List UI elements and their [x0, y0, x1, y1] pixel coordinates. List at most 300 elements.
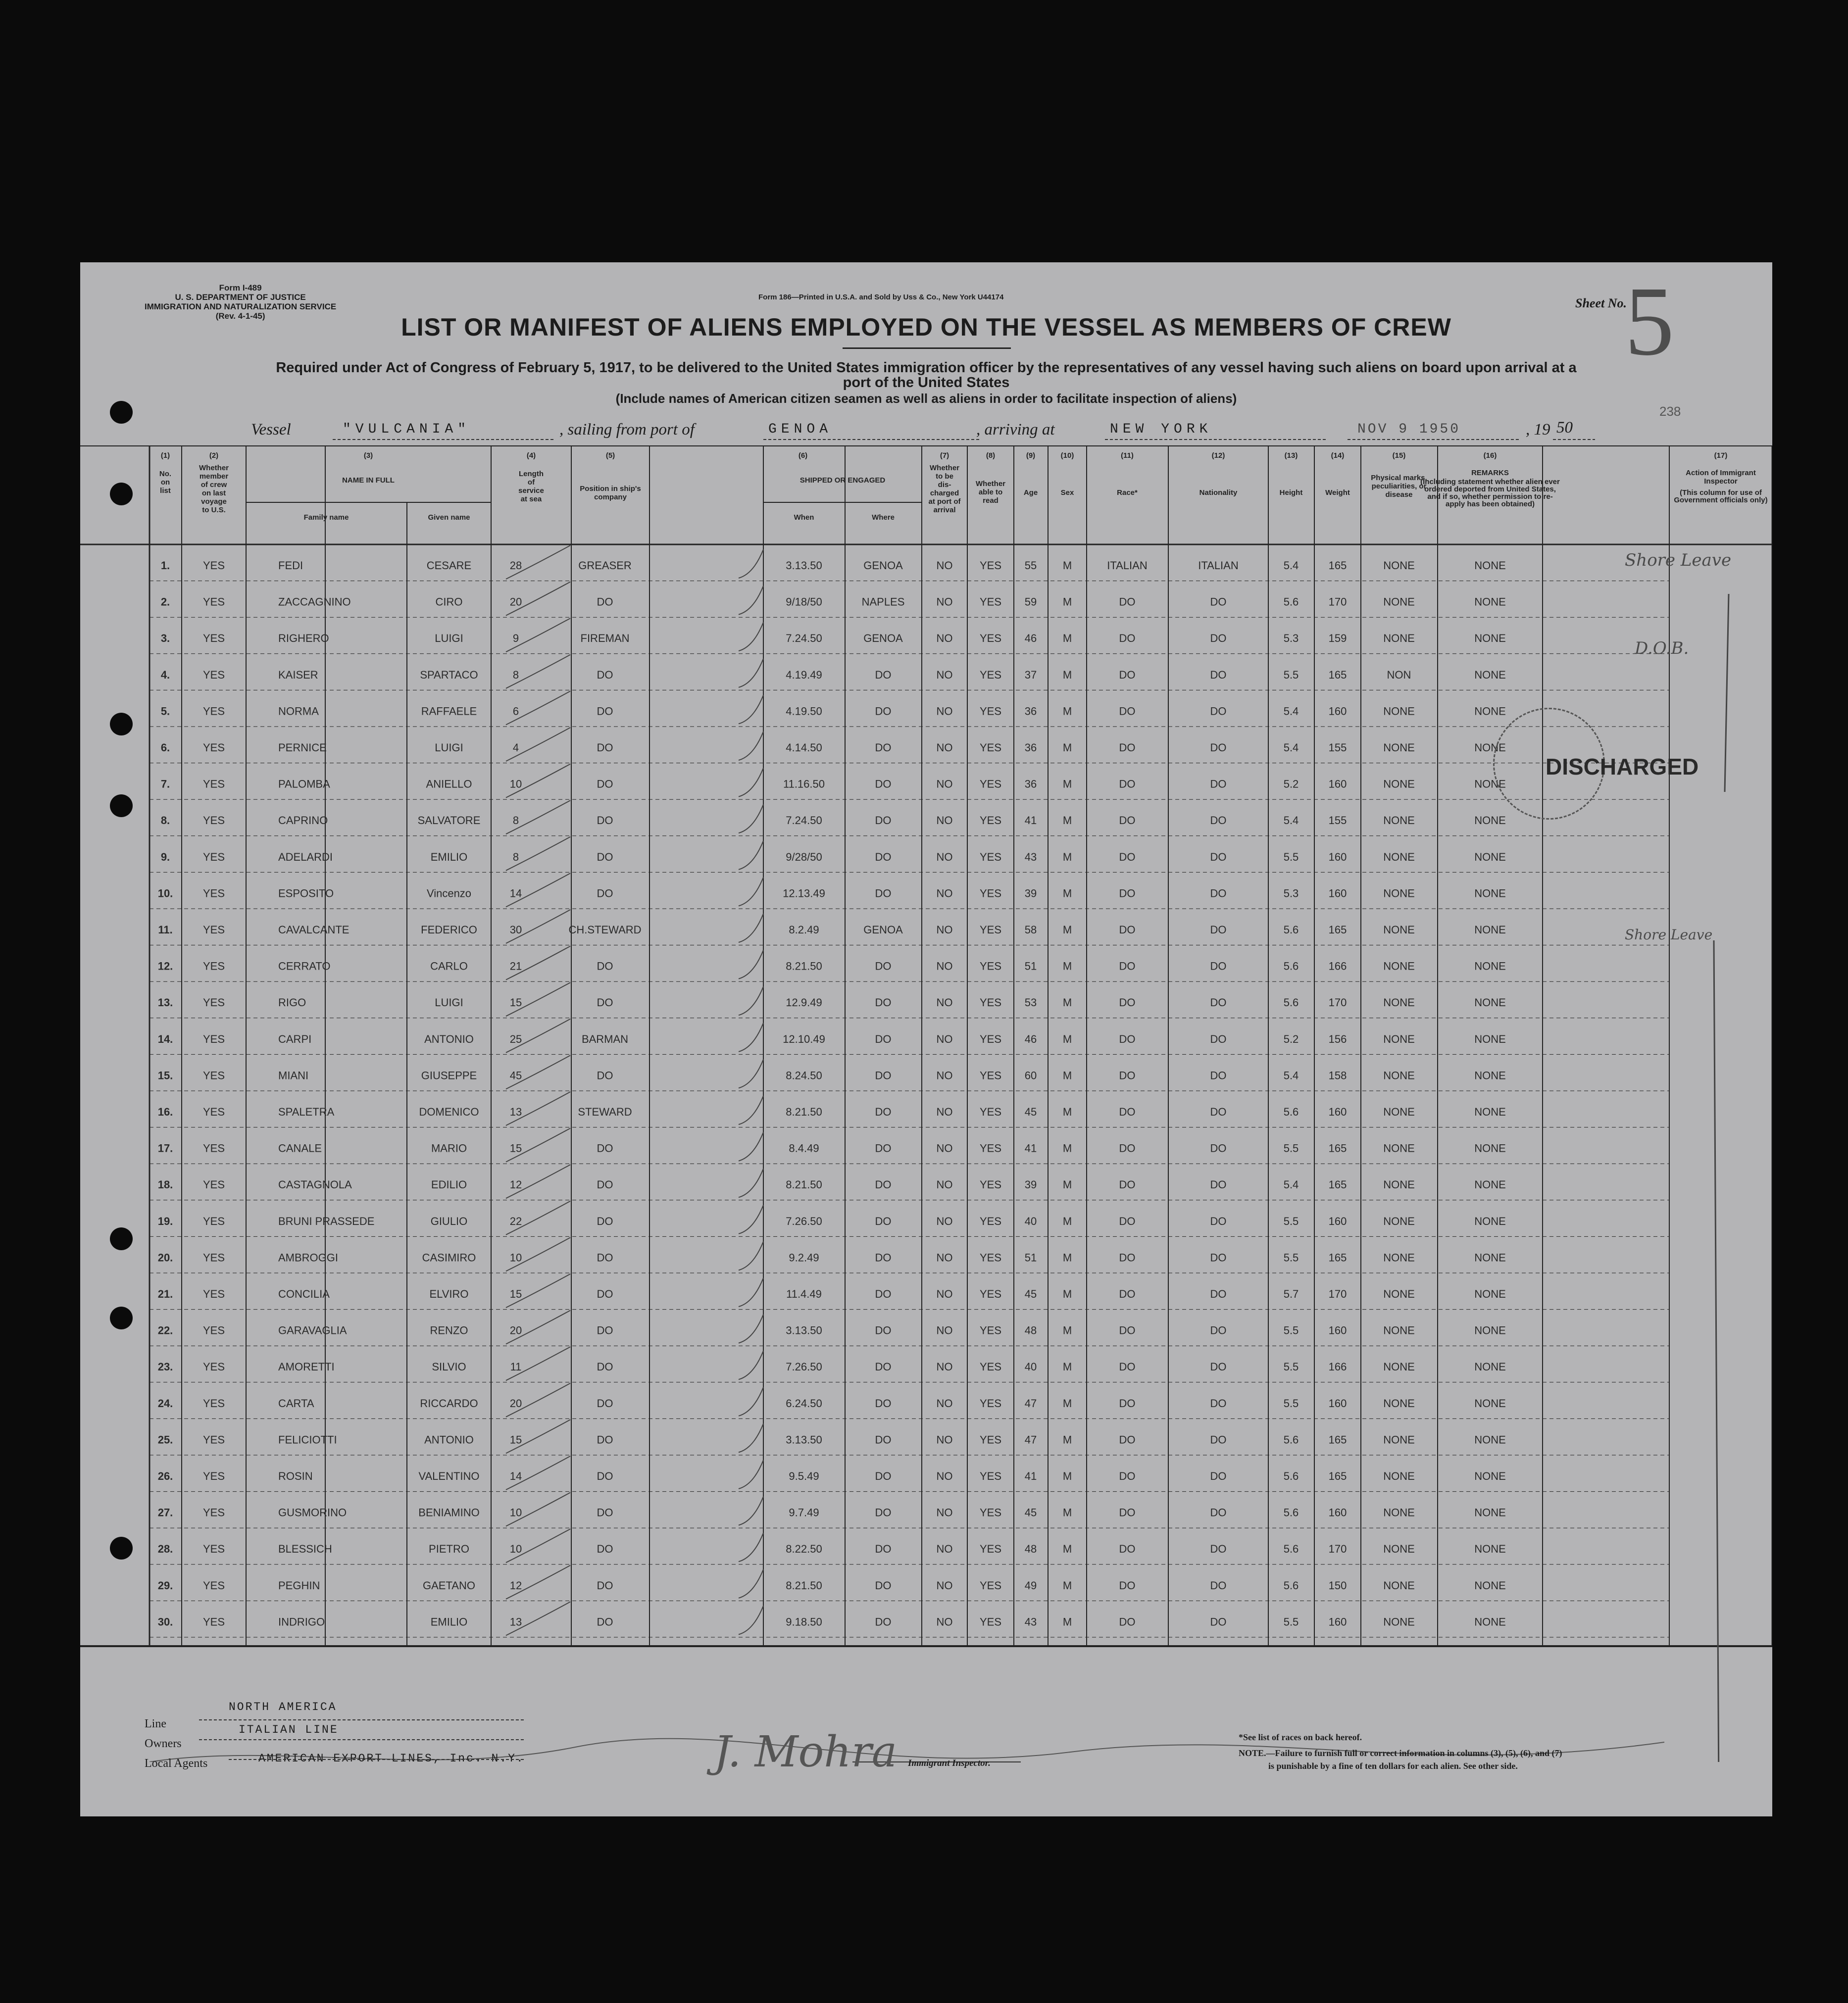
year-label: , 19: [1526, 421, 1550, 439]
table-cell: NO: [936, 960, 953, 973]
table-cell: 15: [509, 1433, 522, 1446]
table-cell: NONE: [1383, 887, 1415, 900]
table-cell: 5.6: [1283, 1470, 1299, 1482]
table-cell: 5.5: [1283, 1397, 1299, 1410]
header-able-to-read: read: [983, 496, 999, 505]
column-number: (1): [160, 451, 170, 460]
table-cell: NONE: [1474, 1215, 1506, 1227]
table-cell: 10: [509, 778, 522, 790]
table-cell: 49: [1024, 1579, 1037, 1592]
table-cell: 13: [509, 1106, 522, 1118]
check-stroke: [739, 1569, 763, 1598]
table-cell: YES: [202, 924, 225, 936]
table-row: [158, 1324, 1506, 1337]
table-cell: NONE: [1474, 1615, 1506, 1628]
check-stroke: [739, 1606, 763, 1634]
table-cell: INDRIGO: [278, 1615, 325, 1628]
owners-value: ITALIAN LINE: [239, 1723, 339, 1736]
table-cell: 30: [509, 924, 522, 936]
table-cell: AMBROGGI: [278, 1251, 339, 1264]
table-cell: DO: [1210, 1251, 1227, 1264]
punch-hole: [110, 1227, 133, 1250]
table-cell: 15: [509, 1142, 522, 1155]
table-cell: 165: [1328, 1433, 1347, 1446]
table-cell: CERRATO: [278, 960, 331, 973]
handwritten-note-2: D.O.B.: [1635, 638, 1689, 658]
table-cell: NONE: [1474, 1251, 1506, 1264]
table-row: [158, 1361, 1506, 1373]
table-cell: DO: [1210, 814, 1227, 827]
table-cell: NO: [936, 996, 953, 1009]
table-cell: 160: [1328, 887, 1347, 900]
table-cell: NONE: [1474, 705, 1506, 718]
sailing-label: , sailing from port of: [559, 421, 695, 439]
table-cell: DO: [875, 1032, 892, 1045]
table-cell: DO: [1119, 1579, 1136, 1592]
table-cell: NO: [936, 1579, 953, 1592]
table-cell: YES: [202, 1178, 225, 1191]
table-row: [158, 1615, 1506, 1628]
table-cell: 60: [1024, 1069, 1037, 1082]
table-cell: 8.21.50: [786, 960, 822, 973]
table-cell: YES: [202, 1142, 225, 1155]
table-cell: 3.: [160, 632, 170, 645]
table-cell: DO: [875, 1543, 892, 1556]
table-cell: VALENTINO: [418, 1470, 480, 1482]
table-cell: DO: [875, 1470, 892, 1482]
check-stroke: [739, 549, 763, 578]
table-cell: M: [1062, 1361, 1072, 1373]
header-physical-marks: disease: [1385, 490, 1413, 499]
table-cell: 5.4: [1283, 705, 1299, 718]
table-cell: 46: [1024, 632, 1037, 645]
table-cell: NO: [936, 1106, 953, 1118]
table-cell: NONE: [1474, 1579, 1506, 1592]
table-cell: 155: [1328, 814, 1347, 827]
table-cell: 43: [1024, 1615, 1037, 1628]
table-cell: DO: [1210, 1615, 1227, 1628]
table-cell: NONE: [1474, 1506, 1506, 1519]
table-cell: 6.: [160, 741, 170, 754]
table-cell: PEGHIN: [278, 1579, 320, 1592]
table-cell: NONE: [1383, 1251, 1415, 1264]
table-cell: NONE: [1383, 960, 1415, 973]
table-row: [158, 924, 1505, 936]
table-cell: 165: [1328, 1142, 1347, 1155]
table-cell: ZACCAGNINO: [278, 595, 351, 608]
table-cell: NONE: [1474, 632, 1506, 645]
table-cell: FEDERICO: [421, 924, 477, 936]
table-cell: YES: [979, 741, 1002, 754]
table-cell: NONE: [1383, 778, 1415, 790]
table-cell: YES: [202, 1506, 225, 1519]
table-cell: DO: [597, 1178, 613, 1191]
table-cell: YES: [979, 1397, 1002, 1410]
table-cell: 160: [1328, 1615, 1347, 1628]
table-cell: 5.4: [1283, 1069, 1299, 1082]
check-stroke: [739, 914, 763, 942]
table-cell: 5.6: [1283, 924, 1299, 936]
table-cell: DO: [1210, 1215, 1227, 1227]
table-cell: 30.: [157, 1615, 173, 1628]
table-cell: 5.5: [1283, 1324, 1299, 1337]
table-cell: YES: [979, 632, 1002, 645]
table-cell: PERNICE: [278, 741, 327, 754]
table-cell: 5.6: [1283, 996, 1299, 1009]
table-cell: DO: [875, 705, 892, 718]
table-cell: NONE: [1474, 960, 1506, 973]
table-cell: DO: [875, 960, 892, 973]
races-note: *See list of races on back hereof.: [1239, 1732, 1362, 1742]
column-number: (16): [1483, 451, 1497, 460]
table-cell: YES: [979, 1361, 1002, 1373]
check-stroke: [739, 1278, 763, 1307]
table-cell: DO: [1119, 1251, 1136, 1264]
check-stroke: [739, 659, 763, 687]
handwritten-note-3: Shore Leave: [1625, 927, 1713, 943]
column-number: (17): [1714, 451, 1728, 460]
table-cell: 9/28/50: [786, 850, 822, 863]
table-cell: YES: [979, 1178, 1002, 1191]
table-cell: 170: [1328, 1543, 1347, 1556]
table-cell: 15: [509, 996, 522, 1009]
table-cell: NONE: [1474, 1324, 1506, 1337]
header-member-of-crew: of crew: [200, 481, 227, 489]
table-cell: YES: [202, 1032, 225, 1045]
vessel-line-rules: [80, 262, 1772, 450]
table-cell: DO: [597, 595, 613, 608]
table-cell: 12.10.49: [783, 1032, 825, 1045]
table-cell: DO: [1119, 1397, 1136, 1410]
table-cell: 5.5: [1283, 1615, 1299, 1628]
table-cell: CESARE: [426, 559, 472, 572]
table-cell: 165: [1328, 1178, 1347, 1191]
header-physical-marks: peculiarities, or: [1371, 482, 1427, 490]
table-cell: NO: [936, 1069, 953, 1082]
check-stroke: [739, 877, 763, 906]
table-cell: NONE: [1474, 1288, 1506, 1300]
table-cell: YES: [979, 668, 1002, 681]
table-cell: 11.: [158, 924, 173, 936]
table-cell: 6: [512, 705, 519, 718]
column-number: (7): [940, 451, 949, 460]
table-cell: NO: [936, 778, 953, 790]
table-cell: DO: [597, 668, 613, 681]
table-cell: 11.16.50: [783, 778, 825, 790]
table-cell: NO: [936, 1032, 953, 1045]
table-cell: DO: [1210, 778, 1227, 790]
table-cell: 8: [512, 814, 519, 827]
table-cell: DO: [1210, 1106, 1227, 1118]
table-cell: 5.6: [1283, 1543, 1299, 1556]
column-number: (14): [1331, 451, 1345, 460]
table-cell: 170: [1328, 996, 1347, 1009]
check-stroke: [739, 1423, 763, 1452]
table-cell: YES: [202, 1324, 225, 1337]
table-cell: 160: [1328, 778, 1347, 790]
table-row: [158, 1251, 1506, 1264]
penalty-note-2: is punishable by a fine of ten dollars for each alien. See other side.: [1268, 1761, 1518, 1771]
table-cell: DO: [1119, 1361, 1136, 1373]
table-cell: M: [1062, 1251, 1072, 1264]
table-cell: M: [1062, 924, 1072, 936]
table-cell: 156: [1328, 1032, 1347, 1045]
vessel-label: Vessel: [251, 421, 291, 439]
table-cell: M: [1062, 1215, 1072, 1227]
table-cell: 45: [509, 1069, 522, 1082]
table-cell: 8.2.49: [789, 924, 819, 936]
table-cell: DO: [875, 1324, 892, 1337]
table-cell: NONE: [1383, 1506, 1415, 1519]
table-cell: 12: [509, 1178, 522, 1191]
printer-line: Form 186—Printed in U.S.A. and Sold by Uss & Co., New York U44174: [758, 293, 1004, 301]
table-cell: 5.4: [1283, 559, 1299, 572]
table-cell: DO: [1210, 741, 1227, 754]
header-no-on-list: No.: [159, 470, 172, 478]
manifest-sheet: [80, 262, 1772, 1816]
table-cell: DO: [1119, 741, 1136, 754]
table-cell: 46: [1024, 1032, 1037, 1045]
table-cell: 41: [1024, 1470, 1037, 1482]
table-cell: M: [1062, 1069, 1072, 1082]
table-cell: GENOA: [863, 559, 903, 572]
table-cell: DO: [875, 1215, 892, 1227]
table-cell: NONE: [1474, 887, 1506, 900]
table-row: [158, 1579, 1506, 1592]
table-cell: 7.26.50: [786, 1361, 822, 1373]
table-cell: NO: [936, 595, 953, 608]
table-cell: 166: [1328, 1361, 1347, 1373]
table-cell: LUIGI: [435, 996, 463, 1009]
table-cell: CASIMIRO: [422, 1251, 476, 1264]
table-cell: EMILIO: [430, 850, 468, 863]
table-cell: M: [1062, 778, 1072, 790]
table-cell: RIGO: [278, 996, 306, 1009]
table-cell: YES: [979, 1324, 1002, 1337]
table-cell: NONE: [1474, 595, 1506, 608]
table-cell: DO: [1210, 1397, 1227, 1410]
table-cell: 5.6: [1283, 1433, 1299, 1446]
table-cell: MIANI: [278, 1069, 309, 1082]
table-cell: YES: [202, 1288, 225, 1300]
table-cell: DO: [875, 668, 892, 681]
table-row: [158, 1288, 1506, 1300]
table-cell: 18.: [157, 1178, 173, 1191]
table-cell: DO: [1210, 1324, 1227, 1337]
sheet-label: Sheet No.: [1575, 296, 1627, 310]
table-cell: NONE: [1383, 1579, 1415, 1592]
column-number: (15): [1392, 451, 1406, 460]
table-cell: NO: [936, 1433, 953, 1446]
table-cell: 12: [509, 1579, 522, 1592]
table-cell: FELICIOTTI: [278, 1433, 337, 1446]
table-cell: YES: [202, 1106, 225, 1118]
table-cell: 20: [509, 595, 522, 608]
table-cell: LUIGI: [435, 741, 463, 754]
table-cell: FEDI: [278, 559, 303, 572]
table-cell: 11.4.49: [786, 1288, 822, 1300]
table-cell: NONE: [1474, 1543, 1506, 1556]
header-action: Action of Immigrant: [1686, 469, 1756, 477]
table-cell: DO: [1119, 595, 1136, 608]
table-cell: M: [1062, 1506, 1072, 1519]
table-cell: M: [1062, 595, 1072, 608]
table-cell: YES: [202, 595, 225, 608]
header-length-of-service: of: [527, 478, 535, 487]
table-cell: 45: [1024, 1506, 1037, 1519]
table-row: [158, 887, 1506, 899]
table-cell: M: [1062, 705, 1072, 718]
table-cell: DOMENICO: [419, 1106, 479, 1118]
table-cell: PALOMBA: [278, 778, 330, 790]
table-cell: YES: [979, 1251, 1002, 1264]
table-cell: 165: [1328, 1251, 1347, 1264]
table-cell: 21.: [157, 1288, 173, 1300]
header-remarks-note: and if so, whether permission to re-: [1427, 492, 1553, 501]
table-cell: 20: [509, 1397, 522, 1410]
table-cell: 9.7.49: [789, 1506, 819, 1519]
table-cell: 5.6: [1283, 1506, 1299, 1519]
table-cell: M: [1062, 1615, 1072, 1628]
check-stroke: [739, 1059, 763, 1088]
table-cell: NO: [936, 668, 953, 681]
table-cell: M: [1062, 1543, 1072, 1556]
table-cell: YES: [202, 850, 225, 863]
header-family-name: Family name: [303, 513, 349, 522]
table-cell: 9.2.49: [789, 1251, 819, 1264]
table-cell: FIREMAN: [580, 632, 630, 645]
table-cell: YES: [979, 1142, 1002, 1155]
table-cell: 23.: [157, 1361, 173, 1373]
table-cell: BLESSICH: [278, 1543, 332, 1556]
table-cell: NONE: [1383, 595, 1415, 608]
check-stroke: [739, 1460, 763, 1489]
table-cell: 10: [509, 1543, 522, 1556]
table-cell: 47: [1024, 1397, 1037, 1410]
header-physical-marks: Physical marks,: [1371, 474, 1427, 482]
column-number: (6): [798, 451, 808, 460]
table-cell: DO: [1119, 996, 1136, 1009]
table-cell: DO: [597, 1215, 613, 1227]
table-row: [161, 741, 1506, 754]
table-cell: 36: [1024, 741, 1037, 754]
header-weight: Weight: [1325, 489, 1350, 497]
table-cell: 21: [509, 960, 522, 973]
table-cell: NO: [936, 1470, 953, 1482]
table-cell: 5.5: [1283, 1251, 1299, 1264]
table-cell: NO: [936, 632, 953, 645]
table-cell: YES: [202, 1579, 225, 1592]
table-cell: 48: [1024, 1324, 1037, 1337]
table-cell: DO: [1210, 960, 1227, 973]
table-cell: YES: [979, 705, 1002, 718]
table-cell: NO: [936, 1251, 953, 1264]
table-cell: 43: [1024, 850, 1037, 863]
table-cell: 3.13.50: [786, 1324, 822, 1337]
table-cell: NONE: [1474, 668, 1506, 681]
header-shipped-or-engaged: SHIPPED OR ENGAGED: [799, 476, 886, 485]
table-body: [158, 559, 1506, 1628]
table-cell: DO: [875, 1178, 892, 1191]
table-cell: CARTA: [278, 1397, 314, 1410]
table-cell: DO: [875, 1433, 892, 1446]
table-cell: YES: [202, 1433, 225, 1446]
table-cell: YES: [202, 1397, 225, 1410]
penalty-note-1: NOTE.—Failure to furnish full or correct information in columns (3), (5), (6), and (7): [1239, 1748, 1562, 1758]
table-cell: 165: [1328, 1470, 1347, 1482]
table-cell: 27.: [157, 1506, 173, 1519]
table-row: [158, 960, 1506, 973]
date-stamp: NOV 9 1950: [1357, 422, 1461, 437]
table-cell: ANIELLO: [426, 778, 472, 790]
table-cell: NO: [936, 1288, 953, 1300]
table-cell: 160: [1328, 1397, 1347, 1410]
table-cell: NO: [936, 887, 953, 900]
header-discharged: at port of: [928, 497, 961, 506]
table-cell: YES: [979, 1433, 1002, 1446]
table-cell: 10: [509, 1506, 522, 1519]
table-cell: 158: [1328, 1069, 1347, 1082]
header-length-of-service: Length: [519, 470, 544, 478]
table-cell: EMILIO: [430, 1615, 468, 1628]
table-cell: DO: [875, 1106, 892, 1118]
table-cell: 160: [1328, 1106, 1347, 1118]
table-cell: 45: [1024, 1288, 1037, 1300]
table-cell: 5.5: [1283, 1215, 1299, 1227]
table-cell: 5.6: [1283, 595, 1299, 608]
table-cell: 4.: [160, 668, 170, 681]
check-stroke: [739, 1205, 763, 1234]
table-cell: 7.24.50: [786, 632, 822, 645]
table-row: [158, 1470, 1506, 1482]
table-cell: NONE: [1383, 1178, 1415, 1191]
check-stroke: [739, 1096, 763, 1124]
header-discharged: Whether: [930, 464, 959, 472]
table-cell: DO: [1119, 1324, 1136, 1337]
table-cell: NONE: [1383, 1142, 1415, 1155]
table-cell: ITALIAN: [1198, 559, 1239, 572]
table-cell: 2.: [160, 595, 170, 608]
table-cell: 41: [1024, 814, 1037, 827]
header-action-note: (This column for use of: [1680, 489, 1762, 497]
table-cell: NONE: [1383, 850, 1415, 863]
table-cell: DO: [1119, 668, 1136, 681]
table-cell: NONE: [1383, 1069, 1415, 1082]
table-cell: NONE: [1474, 1397, 1506, 1410]
table-cell: DO: [875, 741, 892, 754]
table-cell: DO: [1119, 1506, 1136, 1519]
table-cell: NON: [1387, 668, 1411, 681]
table-cell: M: [1062, 850, 1072, 863]
table-cell: 7.: [160, 778, 170, 790]
table-cell: 5.2: [1283, 1032, 1299, 1045]
table-row: [158, 1106, 1506, 1118]
table-cell: DO: [1210, 1142, 1227, 1155]
check-stroke: [739, 1023, 763, 1052]
table-row: [161, 705, 1506, 717]
check-stroke: [739, 1315, 763, 1343]
table-cell: NO: [936, 705, 953, 718]
table-cell: 14: [509, 1470, 522, 1482]
table-row: [158, 1397, 1506, 1410]
table-cell: M: [1062, 1178, 1072, 1191]
subtitle-3: (Include names of American citizen seamen as well as aliens in order to facilitate inspection of aliens): [615, 391, 1237, 406]
table-cell: YES: [202, 705, 225, 718]
table-cell: DO: [1119, 887, 1136, 900]
header-discharged: to be: [936, 472, 953, 481]
table-cell: GAETANO: [423, 1579, 475, 1592]
table-header: [159, 451, 1768, 522]
